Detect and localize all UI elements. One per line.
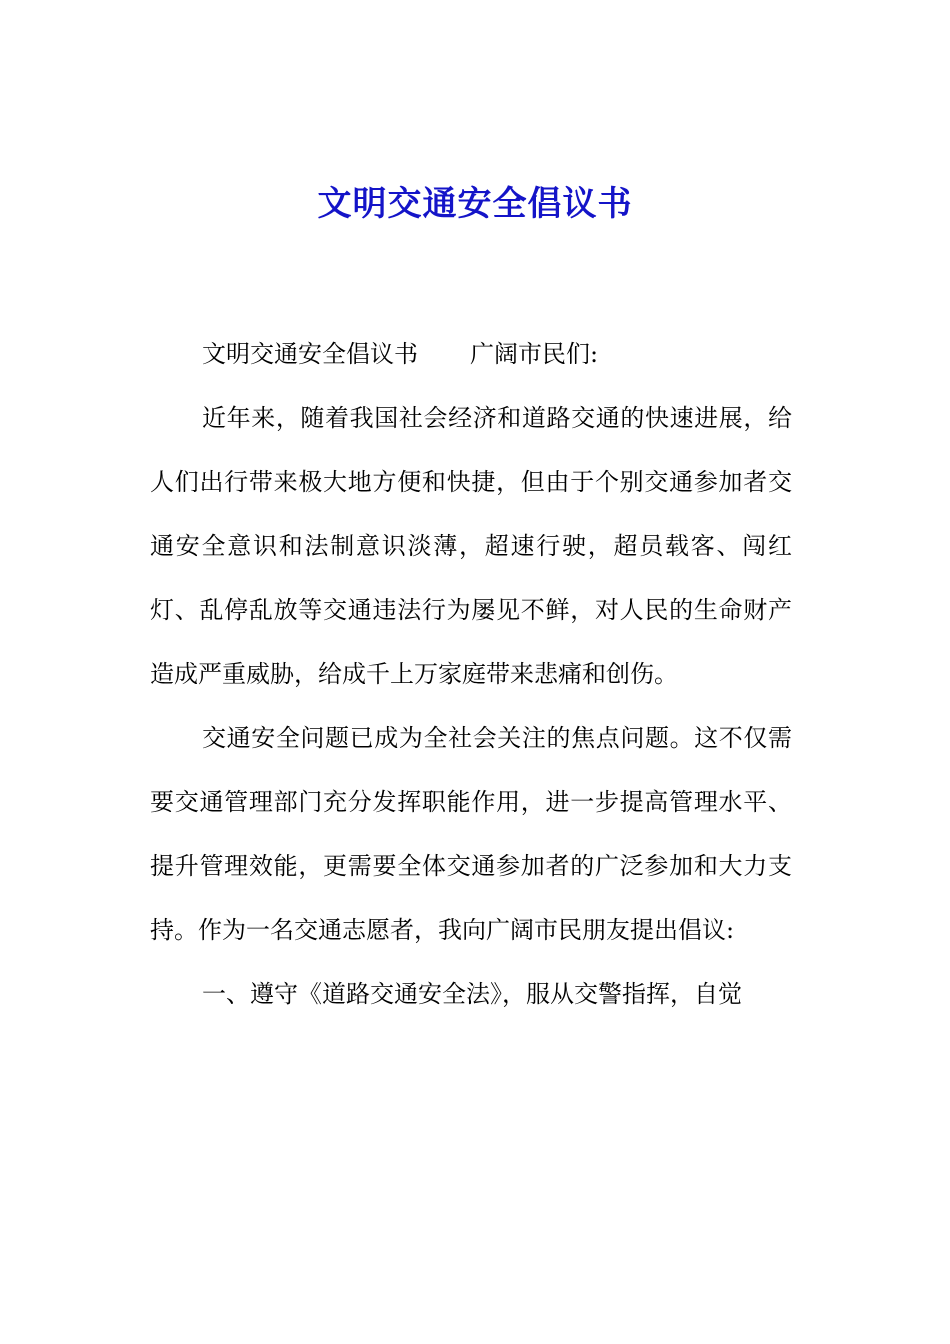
document-body [150, 322, 792, 1026]
greeting-addressee: 广阔市民们: [470, 340, 599, 368]
paragraph-2: 交通安全问题已成为全社会关注的焦点问题。这不仅需要交通管理部门充分发挥职能作用，进一步提高管理水平、提升管理效能，更需要全体交通参加者的广泛参加和大力支持。作为一名交通志愿者，我向广阔市民朋友提出倡议: [150, 724, 792, 944]
document-title: 文明交通安全倡议书 [317, 184, 633, 224]
greeting-heading: 文明交通安全倡议书 [202, 340, 418, 368]
greeting-line [150, 322, 792, 386]
paragraph-1: 近年来，随着我国社会经济和道路交通的快速进展，给人们出行带来极大地方便和快捷，但由于个别交通参加者交通安全意识和法制意识淡薄，超速行驶，超员载客、闯红灯、乱停乱放等交通违法行为屡见不鲜，对人民的生命财产造成严重威胁，给成千上万家庭带来悲痛和创伤。 [150, 404, 792, 688]
paragraph-3: 一、遵守《道路交通安全法》，服从交警指挥，自觉 [202, 980, 742, 1008]
